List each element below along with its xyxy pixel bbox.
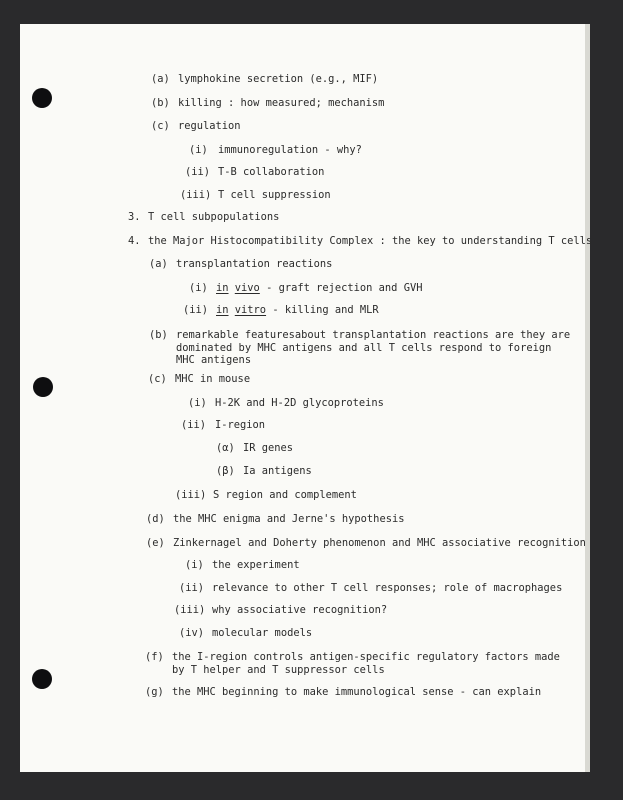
outline-item [145,686,541,699]
item-text: T-B collaboration [218,166,325,178]
item-text: Zinkernagel and Doherty phenomenon and MHC associative recognition [173,537,586,549]
item-label: (ii) [183,304,209,316]
item-text: IR genes [243,442,294,454]
item-label: 3. [128,211,141,223]
item-text: the MHC enigma and Jerne's hypothesis [173,513,405,525]
item-label: (i) [185,559,204,571]
item-text: transplantation reactions [176,258,333,270]
item-text: killing : how measured; mechanism [178,97,385,109]
outline-item [181,419,265,432]
item-label: (b) [149,329,168,341]
outline-item [151,73,378,86]
item-label: (ii) [181,419,207,431]
item-text: - killing and MLR [266,304,379,316]
outline-item [216,465,312,478]
item-text: - graft rejection and GVH [259,282,423,294]
outline-item [185,166,324,179]
item-label: (e) [146,537,165,549]
item-text: I-region [215,419,266,431]
item-label: (iii) [180,189,212,201]
outline-item [183,304,379,317]
item-label: (i) [188,397,207,409]
item-underlined-vivo: vivo [234,282,260,294]
item-text: immunoregulation - why? [218,144,362,156]
item-label: (g) [145,686,164,698]
item-text: the MHC beginning to make immunological sense - can explain [172,686,542,698]
outline-item [189,144,362,157]
page-edge [585,24,590,772]
item-label: (c) [151,120,170,132]
item-text: molecular models [212,627,313,639]
item-label: (β) [216,465,235,477]
item-text: lymphokine secretion (e.g., MIF) [178,73,379,85]
outline-item [149,329,570,367]
item-underlined-in: in [216,282,229,294]
item-label: (iii) [174,604,206,616]
punch-hole-top [32,88,52,108]
item-text-line: MHC antigens [176,354,252,367]
item-text: S region and complement [213,489,357,501]
punch-hole-middle [33,377,53,397]
item-label: (α) [216,442,235,454]
item-label: (iii) [175,489,207,501]
item-text: H-2K and H-2D glycoproteins [215,397,384,409]
punch-hole-bottom [32,669,52,689]
outline-item [175,489,357,502]
item-label: (ii) [185,166,211,178]
item-text-block [176,329,570,367]
item-label: (d) [146,513,165,525]
item-underlined-vitro: vitro [234,304,267,316]
outline-item [179,582,562,595]
item-label: 4. [128,235,141,247]
item-text-line: by T helper and T suppressor cells [172,663,385,676]
outline-item [146,513,404,526]
outline-item [174,604,387,617]
item-text-line: dominated by MHC antigens and all T cells respond to foreign [176,341,552,354]
item-text: the Major Histocompatibility Complex : the key to understanding T cells [148,235,593,247]
outline-item [180,189,331,202]
outline-item [128,235,592,248]
outline-item [145,651,560,676]
item-text-line: the I-region controls antigen-specific regulatory factors made [172,651,560,663]
item-label: (i) [189,282,208,294]
item-text: MHC in mouse [175,373,251,385]
item-label: (a) [149,258,168,270]
item-text: T cell subpopulations [148,211,280,223]
item-text: Ia antigens [243,465,312,477]
item-label: (c) [148,373,167,385]
item-underlined-in: in [216,304,229,316]
outline-item [151,97,384,110]
outline-item [146,537,586,550]
item-text: the experiment [212,559,300,571]
outline-item [148,373,250,386]
outline-item [189,282,422,295]
item-label: (i) [189,144,208,156]
item-text-block [172,651,560,676]
outline-item [128,211,279,224]
item-label: (a) [151,73,170,85]
item-label: (f) [145,651,164,663]
outline-item [216,442,293,455]
item-label: (b) [151,97,170,109]
item-text: regulation [178,120,241,132]
outline-item [151,120,241,133]
outline-item [149,258,332,271]
outline-item [185,559,300,572]
item-text: relevance to other T cell responses; role of macrophages [212,582,563,594]
item-text-line: remarkable featuresabout transplantation reactions are they are [176,329,571,341]
item-label: (iv) [179,627,205,639]
item-text: why associative recognition? [212,604,388,616]
item-label: (ii) [179,582,205,594]
item-text: T cell suppression [218,189,331,201]
outline-item [188,397,384,410]
outline-item [179,627,312,640]
